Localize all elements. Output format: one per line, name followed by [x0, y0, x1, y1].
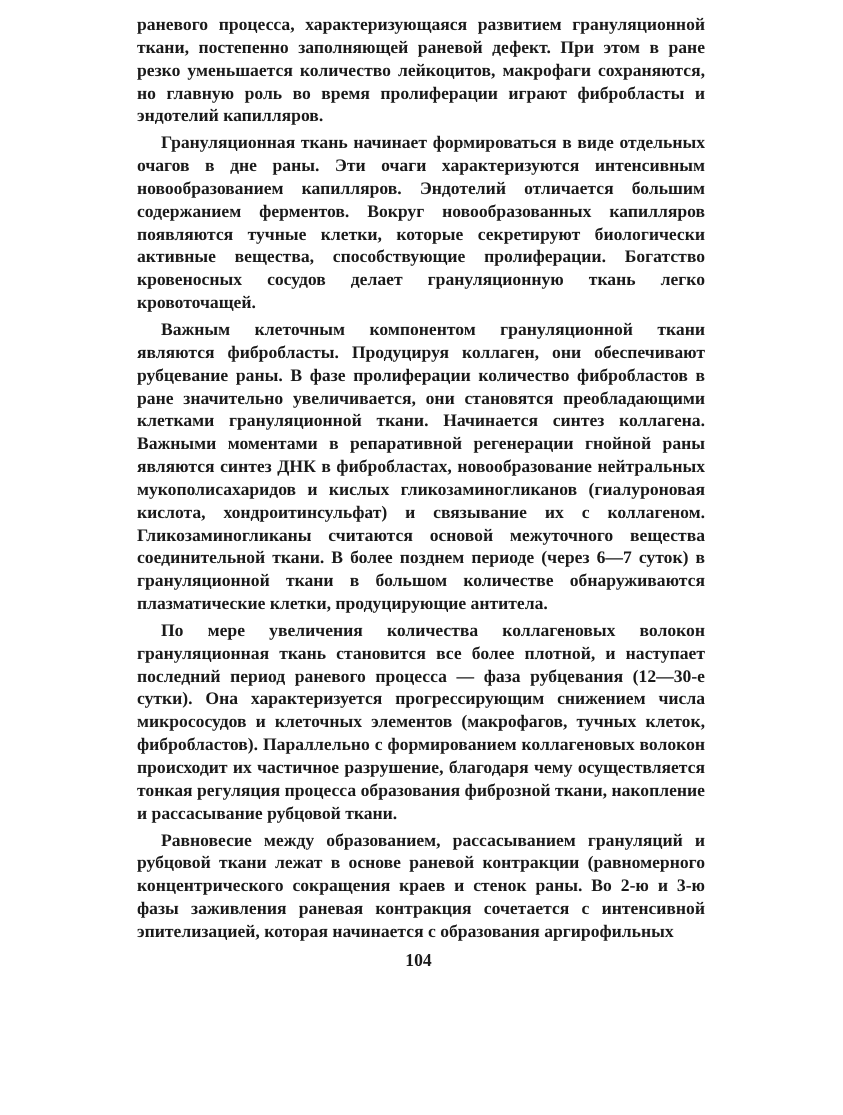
paragraph-wound-contraction: Равновесие между образованием, рассасыванием грануляций и рубцовой ткани лежат в основе раневой контракции (равномерного концентрического сокращения краев и стенок раны. Во 2-ю и 3-ю фазы заживления раневая контракция сочетается с интенсивной эпителизацией, которая начинается с образования аргирофильных — [137, 829, 705, 941]
paragraph-scarring-phase: По мере увеличения количества коллагеновых волокон грануляционная ткань становится все более плотной, и наступает последний период раневого процесса — фаза рубцевания (12—30-е сутки). Она характеризуется прогрессирующим снижением числа микрососудов и клеточных элементов (макрофагов, тучных клеток, фибробластов). Параллельно с формированием коллагеновых волокон происходит их частичное разрушение, благодаря чему осуществляется тонкая регуляция процесса образования фиброзной ткани, накопление и рассасывание рубцовой ткани. — [137, 619, 705, 823]
page-number-text: 104 — [405, 950, 432, 970]
page-number — [0, 949, 843, 971]
page-body — [137, 13, 705, 943]
paragraph-continuation: раневого процесса, характеризующаяся развитием грануляционной ткани, постепенно заполняющей раневой дефект. При этом в ране резко уменьшается количество лейкоцитов, макрофаги сохраняются, но главную роль во время пролиферации играют фибробласты и эндотелий капилляров. — [137, 14, 705, 126]
paragraph-fibroblasts: Важным клеточным компонентом грануляционной ткани являются фибробласты. Продуцируя коллаген, они обеспечивают рубцевание раны. В фазе пролиферации количество фибробластов в ране значительно увеличивается, они становятся преобладающими клетками грануляционной ткани. Начинается синтез коллагена. Важными моментами в репаративной регенерации гнойной раны являются синтез ДНК в фибробластах, новообразование нейтральных мукополисахаридов и кислых гликозаминогликанов (гиалуроновая кислота, хондроитинсульфат) и связывание их с коллагеном. Гликозаминогликаны считаются основой межуточного вещества соединительной ткани. В более позднем периоде (через 6—7 суток) в грануляционной ткани в большом количестве обнаруживаются плазматические клетки, продуцирующие антитела. — [137, 318, 705, 614]
paragraph-granulation-formation: Грануляционная ткань начинает формироваться в виде отдельных очагов в дне раны. Эти очаги характеризуются интенсивным новообразованием капилляров. Эндотелий отличается большим содержанием ферментов. Вокруг новообразованных капилляров появляются тучные клетки, которые секретируют биологически активные вещества, способствующие пролиферации. Богатство кровеносных сосудов делает грануляционную ткань легко кровоточащей. — [137, 132, 705, 313]
